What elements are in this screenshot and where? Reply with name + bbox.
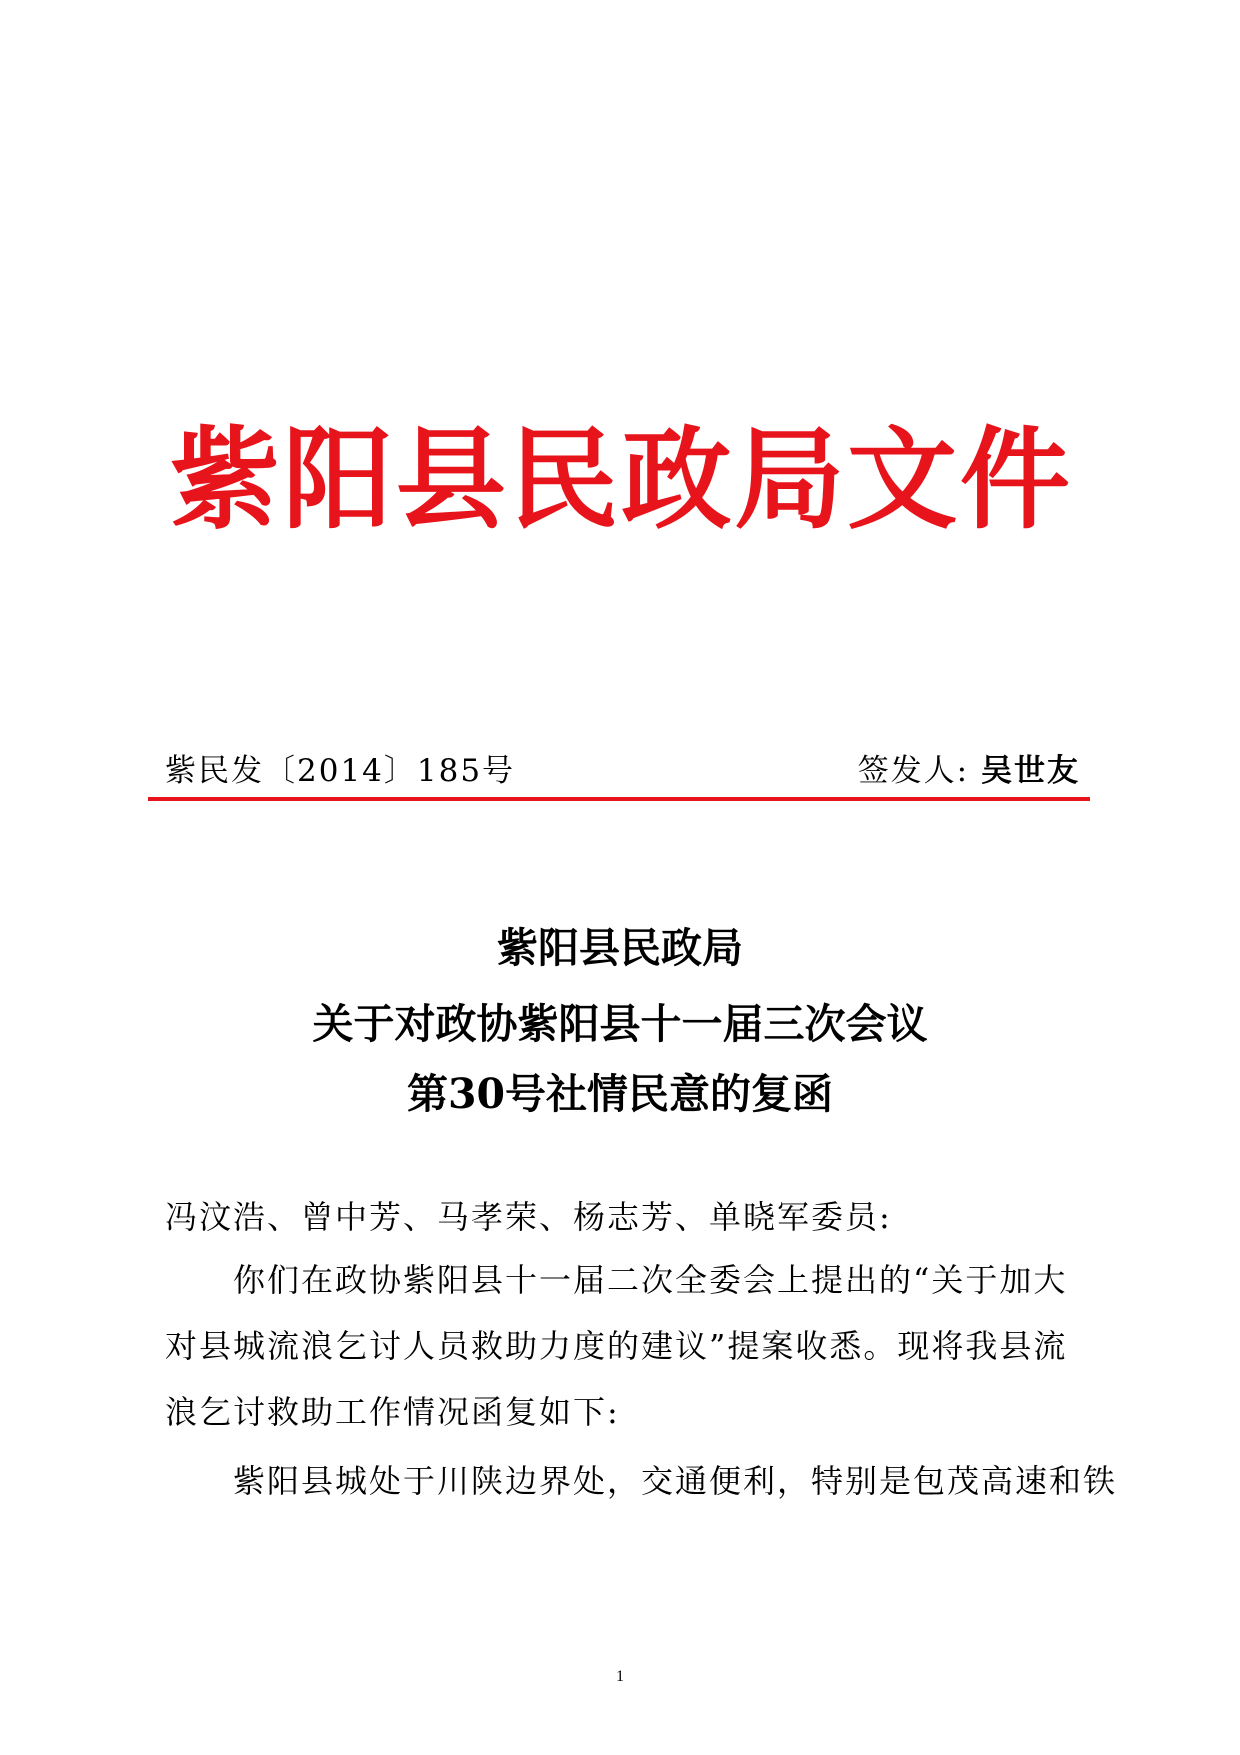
body-paragraph-1: 你们在政协紫阳县十一届二次全委会上提出的“关于加大对县城流浪乞讨人员救助力度的建议”提案收悉。现将我县流浪乞讨救助工作情况函复如下: bbox=[165, 1261, 1068, 1431]
document-title-line-1: 紫阳县民政局 bbox=[497, 924, 743, 972]
masthead-char: 局 bbox=[734, 415, 845, 544]
signer-block bbox=[858, 745, 1080, 790]
page-number: 1 bbox=[616, 1668, 624, 1685]
document-number-line bbox=[165, 745, 1080, 790]
masthead-char: 文 bbox=[847, 415, 958, 544]
masthead-char: 民 bbox=[508, 415, 619, 544]
document-number: 紫民发〔2014〕185号 bbox=[165, 753, 516, 789]
signer-label: 签发人: bbox=[857, 753, 970, 789]
red-separator-rule bbox=[148, 797, 1090, 801]
masthead-char: 阳 bbox=[282, 415, 393, 544]
document-title-line-3: 第30号社情民意的复函 bbox=[406, 1070, 834, 1118]
masthead-title bbox=[170, 415, 1070, 544]
body-paragraph-2: 紫阳县城处于川陕边界处，交通便利，特别是包茂高速和铁 bbox=[233, 1462, 1118, 1500]
salutation: 冯汶浩、曾中芳、马孝荣、杨志芳、单晓军委员: bbox=[165, 1198, 892, 1236]
signer-name: 吴世友 bbox=[981, 753, 1080, 789]
masthead-char: 政 bbox=[621, 415, 732, 544]
masthead-char: 县 bbox=[395, 415, 506, 544]
masthead-char: 件 bbox=[959, 415, 1070, 544]
masthead-char: 紫 bbox=[170, 415, 280, 544]
document-title-line-2: 关于对政协紫阳县十一届三次会议 bbox=[312, 1000, 928, 1048]
